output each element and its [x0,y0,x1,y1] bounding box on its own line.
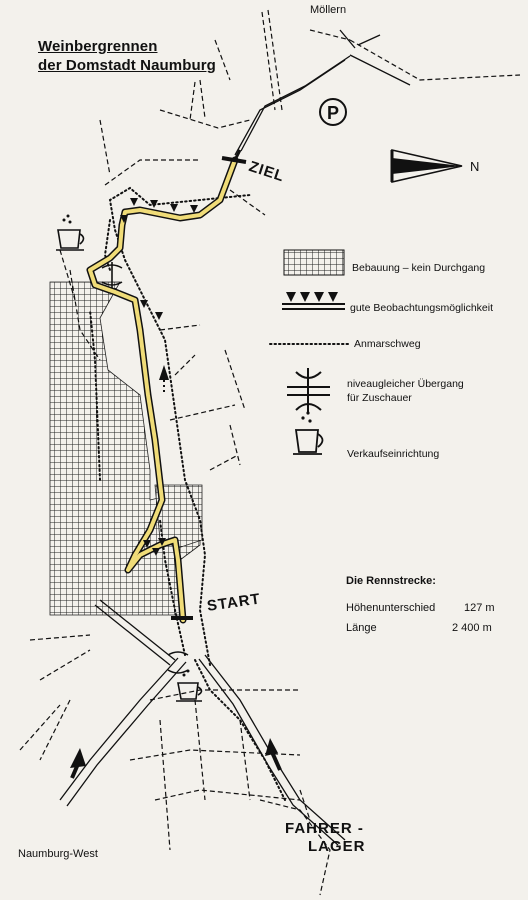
coffee-cup-icon [176,670,202,702]
track-height-value: 127 m [464,602,495,614]
track-length-label: Länge [346,622,377,634]
finish-label: ZIEL [246,158,287,186]
legend-crossing-label-2: für Zuschauer [347,392,412,404]
legend-built-up-label: Bebauung – kein Durchgang [352,262,486,274]
legend-crossing-icon [287,368,330,414]
start-label: START [206,590,262,615]
finish-line [222,158,246,162]
track-info-heading: Die Rennstrecke: [346,575,436,587]
arrow-up-icon [159,365,169,380]
legend-crossing-label-1: niveaugleicher Übergang [347,378,464,390]
north-arrow-icon [392,150,479,182]
legend-approach-label: Anmarschweg [354,338,421,350]
parking-label: P [326,103,340,123]
track-length-value: 2 400 m [452,622,492,634]
coffee-cup-icon [56,215,84,251]
fahrerlager-label-line-1: FAHRER - [285,820,364,837]
legend-viewing-swatch [282,292,345,309]
map-title-line-1: Weinbergrennen [38,38,158,55]
track-height-label: Höhenunterschied [346,602,436,614]
place-moellern: Möllern [310,4,347,16]
legend-built-up-swatch [284,250,344,275]
parking-icon [320,99,346,125]
legend-sales-label: Verkaufseinrichtung [347,448,440,460]
legend-coffee-cup-icon [293,411,323,454]
map-title-line-2: der Domstadt Naumburg [38,57,216,74]
north-label: N [470,159,480,174]
fahrerlager-label-line-2: LAGER [308,838,366,855]
legend-viewing-label: gute Beobachtungsmöglichkeit [350,302,494,314]
place-naumburg-west: Naumburg-West [18,848,98,860]
